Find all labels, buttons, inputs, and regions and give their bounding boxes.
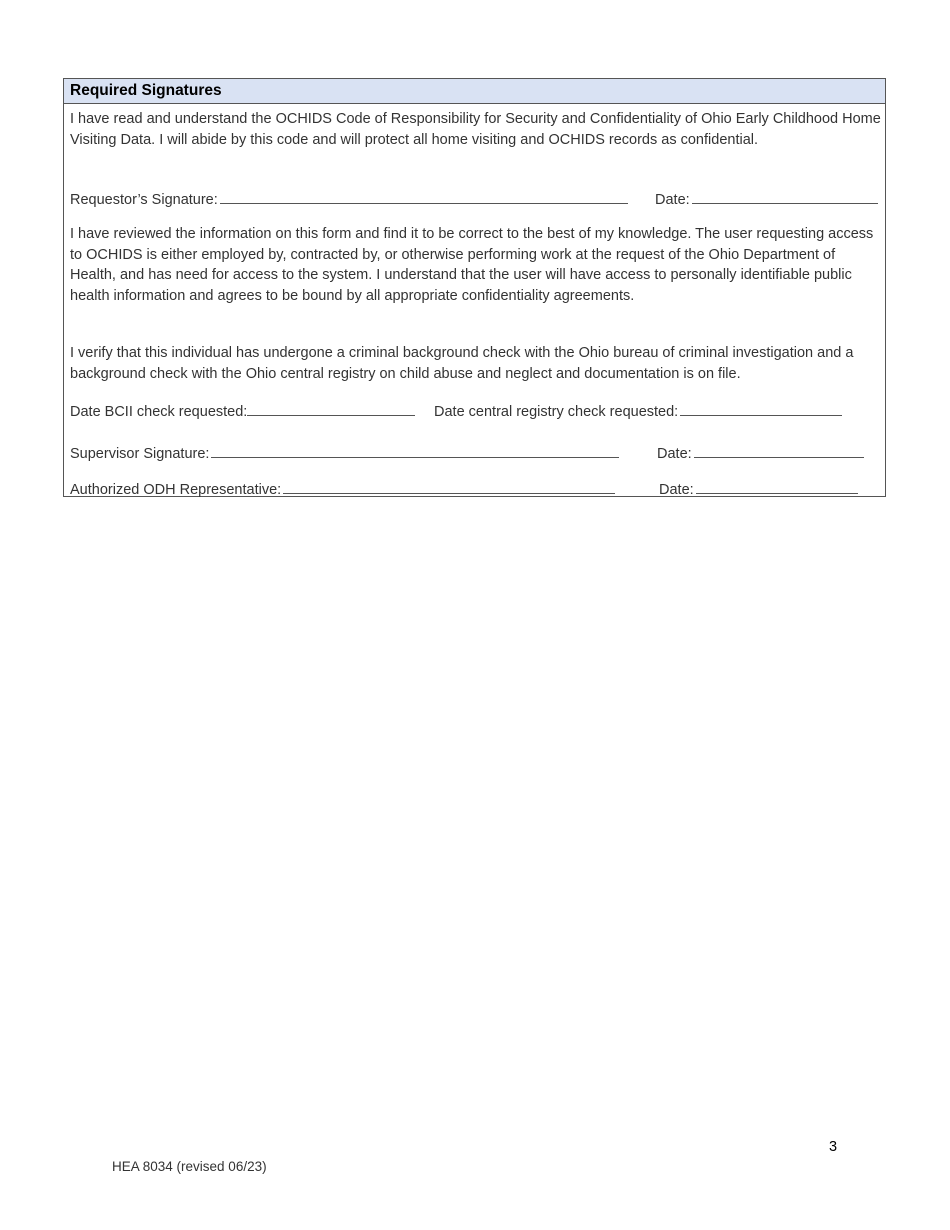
page-number: 3 (829, 1139, 838, 1155)
supervisor-date-field[interactable] (694, 442, 864, 458)
central-registry-date-field[interactable] (680, 400, 842, 416)
required-signatures-section (63, 78, 886, 497)
section-title: Required Signatures (64, 79, 885, 104)
code-of-responsibility-statement: I have read and understand the OCHIDS Code of Responsibility for Security and Confidentiality of Ohio Early Childhood Home Visiting Data. I will abide by this code and will protect all home visiting and OCHIDS records as confidential. (70, 111, 881, 148)
bcii-check-date-field[interactable] (247, 400, 415, 416)
supervisor-signature-field[interactable] (211, 442, 619, 458)
supervisor-date-label: Date: (657, 446, 692, 462)
odh-representative-signature-field[interactable] (283, 478, 615, 494)
review-statement: I have reviewed the information on this form and find it to be correct to the best of my knowledge. The user requesting access to OCHIDS is either employed by, contracted by, or otherwise performing work at the request of the Ohio Department of Health, and has need for access to the system. I understand that the user will have access to personally identifiable public health information and agrees to be bound by all appropriate confidentiality agreements. (70, 226, 874, 305)
requestor-date-field[interactable] (692, 188, 878, 204)
bcii-check-label: Date BCII check requested: (70, 404, 248, 420)
odh-representative-label: Authorized ODH Representative: (70, 482, 282, 498)
supervisor-signature-label: Supervisor Signature: (70, 446, 210, 462)
odh-date-label: Date: (659, 482, 694, 498)
odh-date-field[interactable] (696, 478, 858, 494)
requestor-signature-label: Requestor’s Signature: (70, 192, 218, 208)
requestor-date-label: Date: (655, 192, 690, 208)
form-id: HEA 8034 (revised 06/23) (112, 1159, 267, 1174)
central-registry-label: Date central registry check requested: (434, 404, 679, 420)
requestor-signature-field[interactable] (220, 188, 628, 204)
background-check-statement: I verify that this individual has undergone a criminal background check with the Ohio bureau of criminal investigation and a background check with the Ohio central registry on child abuse and neglect and documentation is on file. (70, 345, 854, 382)
